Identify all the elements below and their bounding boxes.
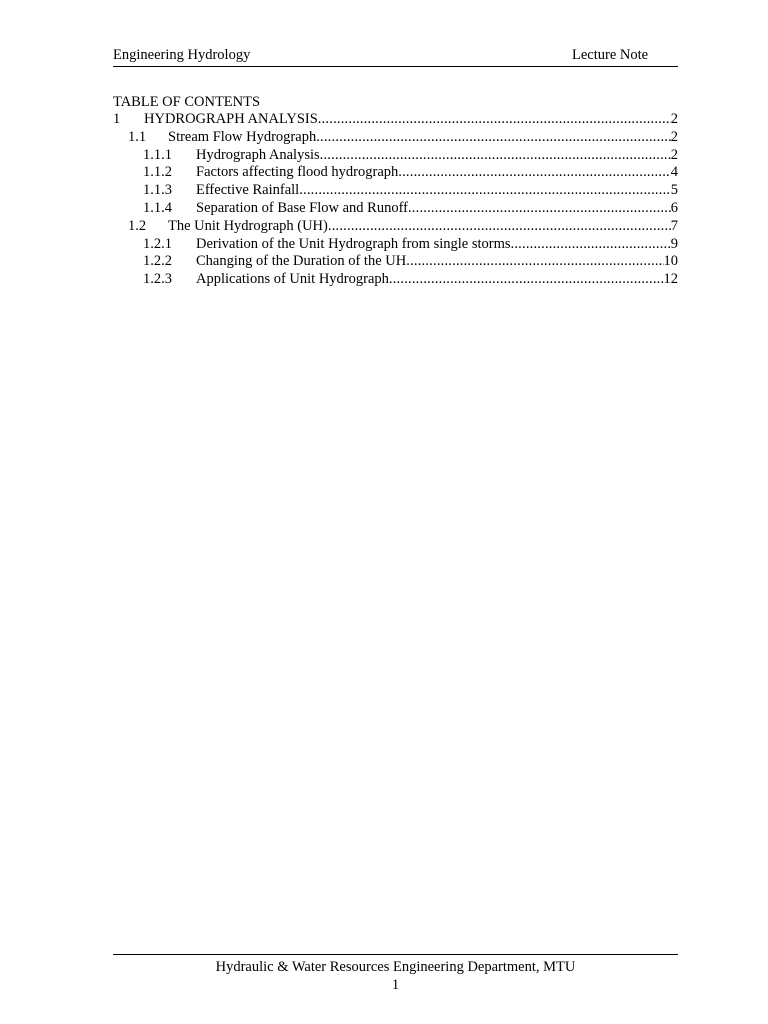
- toc-dot-leader: [389, 271, 664, 289]
- toc-entry-label: The Unit Hydrograph (UH): [168, 217, 328, 234]
- toc-heading: TABLE OF CONTENTS: [113, 94, 261, 110]
- toc-entry[interactable]: [113, 164, 678, 182]
- toc-dot-leader: [299, 182, 671, 200]
- footer-department: Hydraulic & Water Resources Engineering Department, MTU: [215, 959, 576, 975]
- toc-entry-number: 1.1.3: [143, 182, 172, 199]
- footer-page-number: 1: [391, 977, 400, 993]
- page-header: [113, 46, 678, 67]
- toc-dot-leader: [320, 147, 671, 165]
- toc-entry-page: 9: [670, 235, 678, 252]
- table-of-contents: [113, 93, 678, 289]
- toc-dot-leader: [406, 253, 663, 271]
- toc-entry-number: 1.1.4: [143, 199, 172, 216]
- toc-entry-label: Derivation of the Unit Hydrograph from single storms: [196, 235, 511, 252]
- toc-dot-leader: [316, 129, 671, 147]
- toc-entry-label: Stream Flow Hydrograph: [168, 128, 317, 145]
- toc-entry-label: Applications of Unit Hydrograph: [196, 271, 389, 288]
- toc-dot-leader: [511, 236, 671, 254]
- toc-entry-label: HYDROGRAPH ANALYSIS: [144, 111, 318, 127]
- toc-entry-label: Factors affecting flood hydrograph: [196, 164, 399, 181]
- toc-entry[interactable]: [113, 129, 678, 147]
- toc-dot-leader: [408, 200, 671, 218]
- toc-entry-number: 1.2.2: [143, 253, 172, 270]
- toc-entry-page: 5: [670, 182, 678, 199]
- toc-entry[interactable]: [113, 200, 678, 218]
- toc-entry-number: 1.2.1: [143, 235, 172, 252]
- toc-entry-page: 7: [670, 217, 678, 234]
- toc-entry-label: Separation of Base Flow and Runoff: [196, 199, 408, 216]
- toc-entry-page: 6: [670, 199, 678, 216]
- toc-dot-leader: [398, 164, 670, 182]
- toc-entry[interactable]: [113, 111, 678, 129]
- toc-entry-number: 1: [113, 111, 121, 127]
- toc-entry-page: 4: [670, 164, 678, 181]
- toc-entry[interactable]: [113, 271, 678, 289]
- toc-entry-number: 1.2.3: [143, 271, 172, 288]
- header-course-title: Engineering Hydrology: [113, 47, 251, 63]
- toc-dot-leader: [328, 218, 671, 236]
- toc-entry-page: 12: [663, 271, 678, 288]
- toc-entry[interactable]: [113, 236, 678, 254]
- toc-entry[interactable]: [113, 147, 678, 165]
- toc-entry-page: 2: [670, 128, 678, 145]
- toc-entry-label: Changing of the Duration of the UH: [196, 253, 407, 270]
- toc-entry-label: Hydrograph Analysis: [196, 146, 320, 163]
- page-footer: [113, 954, 678, 994]
- header-document-type: Lecture Note: [572, 47, 649, 63]
- toc-entry-page: 2: [670, 146, 678, 163]
- toc-entry-page: 2: [670, 111, 678, 127]
- toc-entry-page: 10: [663, 253, 678, 270]
- toc-entry-number: 1.2: [128, 217, 147, 234]
- toc-entry[interactable]: [113, 182, 678, 200]
- toc-entry-number: 1.1.2: [143, 164, 172, 181]
- toc-entry[interactable]: [113, 218, 678, 236]
- toc-entry-label: Effective Rainfall: [196, 182, 300, 199]
- toc-entry-number: 1.1: [128, 128, 147, 145]
- toc-dot-leader: [318, 111, 671, 129]
- toc-entry-number: 1.1.1: [143, 146, 172, 163]
- toc-entry[interactable]: [113, 253, 678, 271]
